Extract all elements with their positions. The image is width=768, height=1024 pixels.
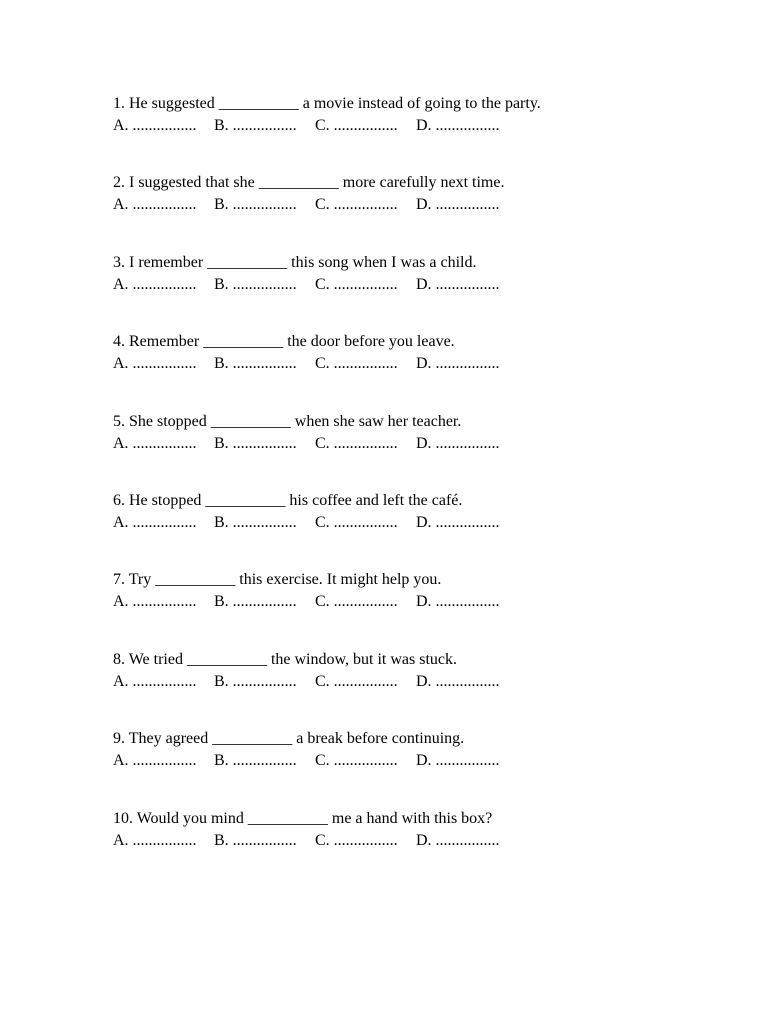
question-text: 1. He suggested __________ a movie instead of going to the party. xyxy=(113,95,541,112)
question-text: 5. She stopped __________ when she saw her teacher. xyxy=(113,412,462,430)
option-d: D. ................ xyxy=(416,513,500,531)
question-text: 10. Would you mind __________ me a hand with this box? xyxy=(113,809,493,827)
question-3 xyxy=(113,252,713,331)
question-9 xyxy=(113,728,713,807)
option-b: B. ................ xyxy=(214,672,297,690)
option-a: A. ................ xyxy=(113,275,197,293)
option-a: A. ................ xyxy=(113,831,197,849)
question-7 xyxy=(113,569,713,648)
answer-options xyxy=(113,591,713,613)
question-2 xyxy=(113,172,713,251)
option-c: C. ................ xyxy=(315,196,398,214)
question-6 xyxy=(113,490,713,569)
question-text: 2. I suggested that she __________ more carefully next time. xyxy=(113,174,505,192)
option-c: C. ................ xyxy=(315,355,398,373)
option-b: B. ................ xyxy=(214,593,297,611)
option-a: A. ................ xyxy=(113,355,197,373)
answer-options xyxy=(113,830,713,852)
option-c: C. ................ xyxy=(315,752,398,770)
option-a: A. ................ xyxy=(113,593,197,611)
question-4 xyxy=(113,331,713,410)
option-b: B. ................ xyxy=(214,513,297,531)
option-d: D. ................ xyxy=(416,752,500,770)
option-d: D. ................ xyxy=(416,672,500,690)
option-b: B. ................ xyxy=(214,434,297,452)
option-d: D. ................ xyxy=(416,275,500,293)
option-b: B. ................ xyxy=(214,752,297,770)
option-a: A. ................ xyxy=(113,513,197,531)
answer-options xyxy=(113,750,713,772)
answer-options xyxy=(113,433,713,455)
answer-options xyxy=(113,194,713,216)
option-d: D. ................ xyxy=(416,593,500,611)
option-b: B. ................ xyxy=(214,355,297,373)
exercise-page xyxy=(113,93,713,887)
option-a: A. ................ xyxy=(113,117,197,134)
question-text: 3. I remember __________ this song when I was a child. xyxy=(113,253,477,271)
option-c: C. ................ xyxy=(315,434,398,452)
option-d: D. ................ xyxy=(416,434,500,452)
option-d: D. ................ xyxy=(416,117,500,134)
question-text: 8. We tried __________ the window, but it was stuck. xyxy=(113,650,458,668)
question-text: 9. They agreed __________ a break before continuing. xyxy=(113,730,465,748)
answer-options xyxy=(113,512,713,534)
question-5 xyxy=(113,411,713,490)
option-d: D. ................ xyxy=(416,355,500,373)
option-a: A. ................ xyxy=(113,752,197,770)
option-c: C. ................ xyxy=(315,117,398,134)
option-c: C. ................ xyxy=(315,513,398,531)
answer-options xyxy=(113,115,713,137)
question-text: 7. Try __________ this exercise. It might help you. xyxy=(113,571,442,589)
option-c: C. ................ xyxy=(315,275,398,293)
option-c: C. ................ xyxy=(315,831,398,849)
answer-options xyxy=(113,671,713,693)
question-10 xyxy=(113,808,713,887)
option-b: B. ................ xyxy=(214,117,297,134)
question-8 xyxy=(113,649,713,728)
question-text: 6. He stopped __________ his coffee and left the café. xyxy=(113,491,463,509)
option-b: B. ................ xyxy=(214,831,297,849)
option-c: C. ................ xyxy=(315,672,398,690)
option-b: B. ................ xyxy=(214,275,297,293)
option-d: D. ................ xyxy=(416,831,500,849)
answer-options xyxy=(113,274,713,296)
option-a: A. ................ xyxy=(113,434,197,452)
option-d: D. ................ xyxy=(416,196,500,214)
option-b: B. ................ xyxy=(214,196,297,214)
option-a: A. ................ xyxy=(113,196,197,214)
option-a: A. ................ xyxy=(113,672,197,690)
question-1 xyxy=(113,93,713,172)
answer-options xyxy=(113,353,713,375)
option-c: C. ................ xyxy=(315,593,398,611)
question-text: 4. Remember __________ the door before you leave. xyxy=(113,333,455,351)
